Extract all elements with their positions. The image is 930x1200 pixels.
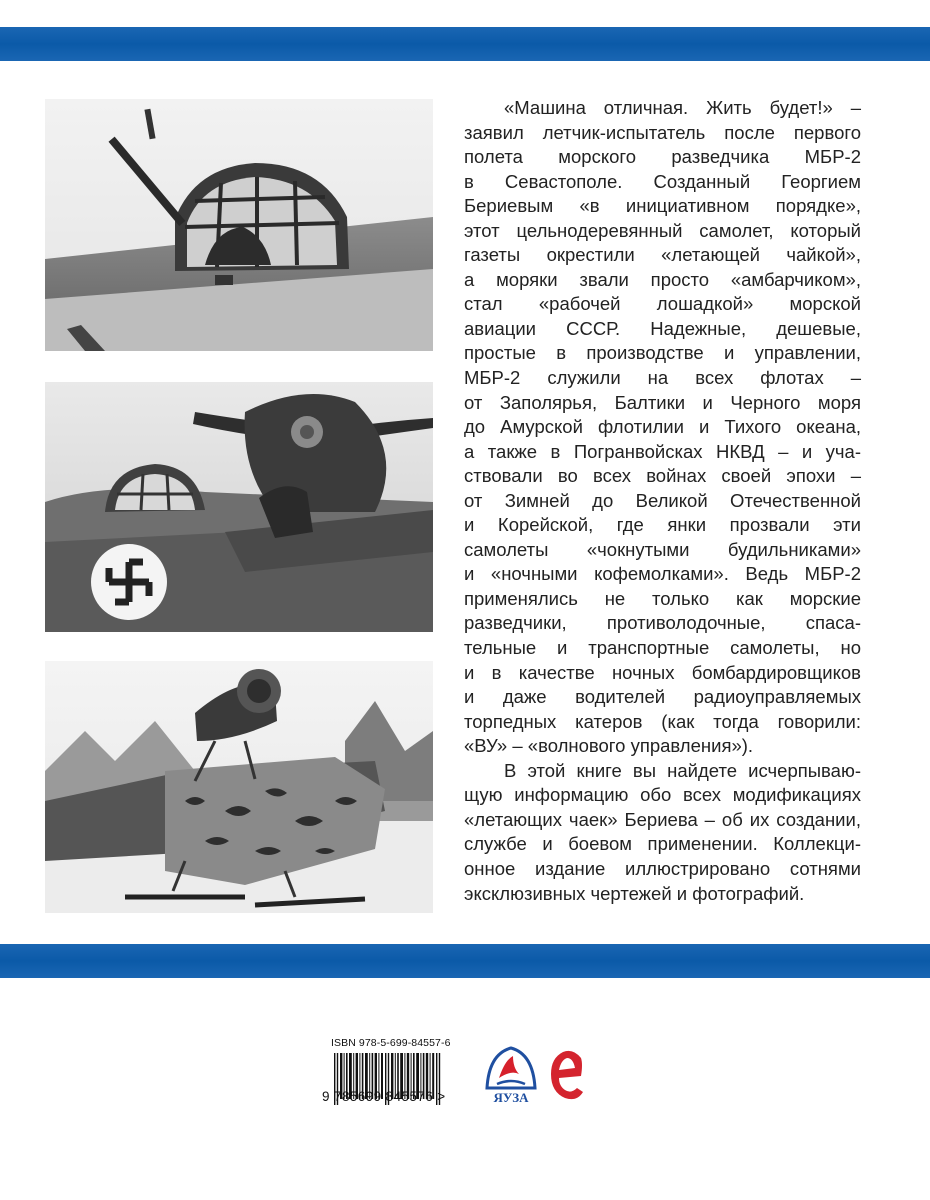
text-line: заявил летчик-испытатель после первого <box>464 121 861 143</box>
text-line: газеты окрестили «летающей чайкой», <box>464 244 861 266</box>
description-text <box>464 96 861 906</box>
gun-turret-image <box>45 99 433 351</box>
text-line: простые в производстве и управлении, <box>464 342 861 364</box>
photo-engine-service <box>45 382 433 632</box>
text-line: авиации СССР. Надежные, дешевые, <box>464 317 861 339</box>
text-line: щую информацию обо всех модификациях <box>464 784 861 806</box>
text-line: «ВУ» – «волнового управления»). <box>464 735 754 757</box>
text-line: от Заполярья, Балтики и Черного моря <box>464 391 861 413</box>
text-line: онное издание иллюстрировано сотнями <box>464 857 861 879</box>
yauza-logo <box>483 1044 539 1106</box>
text-line: Бериевым «в инициативном порядке», <box>464 195 861 217</box>
text-line: до Амурской флотилии и Тихого океана, <box>464 416 861 438</box>
text-line: разведчики, противолодочные, спаса- <box>464 612 861 634</box>
text-line: эксклюзивных чертежей и фотографий. <box>464 882 805 904</box>
text-line: применялись не только как морские <box>464 587 861 609</box>
barcode-digits: 9 785699 845576 > <box>322 1089 446 1104</box>
text-line: в Севастополе. Созданный Георгием <box>464 170 861 192</box>
photo-gun-turret <box>45 99 433 351</box>
top-blue-band <box>0 27 930 61</box>
text-line: тельные и транспортные самолеты, но <box>464 637 861 659</box>
text-line: службе и боевом применении. Коллекци- <box>464 833 861 855</box>
text-line: «Машина отличная. Жить будет!» – <box>504 97 861 118</box>
text-line: полета морского разведчика МБР-2 <box>464 146 861 168</box>
text-line: а также в Погранвойсках НКВД – и уча- <box>464 440 861 462</box>
text-line: торпедных катеров (как тогда говорили: <box>464 710 861 732</box>
text-line: «летающих чаек» Бериева – об их создании, <box>464 808 861 830</box>
text-line: В этой книге вы найдете исчерпываю- <box>504 759 861 781</box>
text-line: и даже водителей радиоуправляемых <box>464 686 861 708</box>
ski-seaplane-image <box>45 661 433 913</box>
text-line: этот цельнодеревянный самолет, который <box>464 219 861 241</box>
paragraph-book <box>464 759 861 906</box>
eksmo-logo <box>547 1046 587 1102</box>
text-line: и «ночными кофемолками». Ведь МБР-2 <box>464 563 861 585</box>
text-line: а моряки звали просто «амбарчиком», <box>464 268 861 290</box>
text-line: и в качестве ночных бомбардировщиков <box>464 661 861 683</box>
text-line: самолеты «чокнутыми будильниками» <box>464 538 861 560</box>
text-line: и Корейской, где янки прозвали эти <box>464 514 861 536</box>
engine-service-image <box>45 382 433 632</box>
bottom-blue-band <box>0 944 930 978</box>
text-line: МБР-2 служили на всех флотах – <box>464 367 861 389</box>
text-line: от Зимней до Великой Отечественной <box>464 489 861 511</box>
isbn-label: ISBN 978-5-699-84557-6 <box>331 1037 451 1049</box>
text-line: ствовали во всех войнах своей эпохи – <box>464 465 861 487</box>
text-line: стал «рабочей лошадкой» морской <box>464 293 861 315</box>
yauza-logo-text: ЯУЗА <box>493 1090 529 1105</box>
paragraph-intro <box>464 96 861 759</box>
photo-ski-seaplane <box>45 661 433 913</box>
